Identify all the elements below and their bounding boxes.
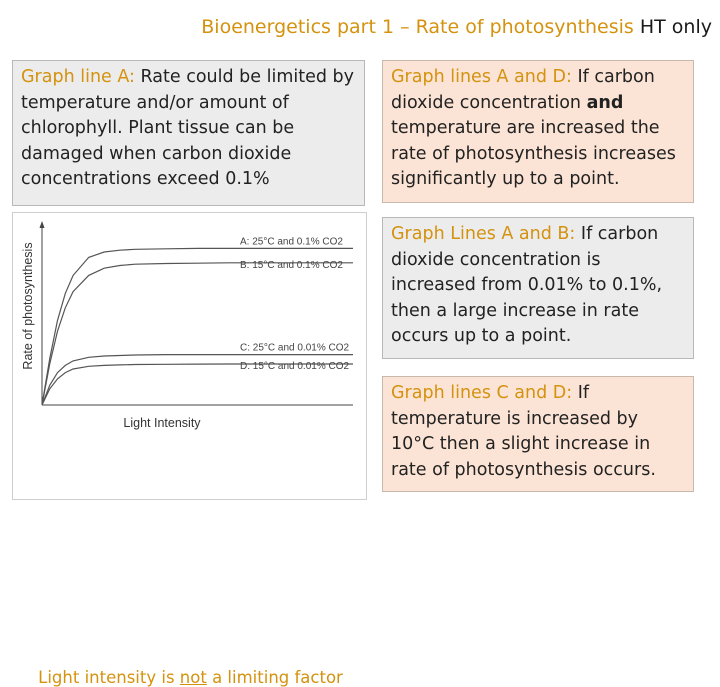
box-cd-label: Graph lines C and D: <box>391 383 573 403</box>
graph-lines-ad-box <box>382 60 694 203</box>
series-label-d: D: 15°C and 0.01% CO2 <box>240 361 350 372</box>
graph-line-a-box <box>12 60 365 206</box>
series-label-c: C: 25°C and 0.01% CO2 <box>240 342 350 354</box>
note-post: a limiting factor <box>212 668 343 687</box>
box-ab-label: Graph Lines A and B: <box>391 224 576 244</box>
y-axis-arrow <box>40 221 45 228</box>
light-intensity-note <box>13 668 368 687</box>
box-ad-and: and <box>586 92 624 113</box>
series-label-a: A: 25°C and 0.1% CO2 <box>240 236 343 248</box>
x-axis-label: Light Intensity <box>123 416 201 430</box>
graph-lines-cd-box <box>382 376 694 492</box>
title-text: Bioenergetics part 1 – Rate of photosynthesis <box>201 16 634 38</box>
series-line-a <box>42 248 353 405</box>
note-not: not <box>179 668 207 687</box>
box-ad-label: Graph lines A and D: <box>391 67 572 87</box>
page-title <box>0 16 712 38</box>
box-a-label: Graph line A: <box>21 67 135 87</box>
box-cd-text: If temperature is increased by 10°C then a slight increase in rate of photosynthesis occurs. <box>391 383 656 480</box>
graph-lines-ab-box <box>382 217 694 359</box>
rate-graph <box>13 213 366 499</box>
series-line-b <box>42 263 353 405</box>
note-pre: Light intensity is <box>38 668 175 687</box>
y-axis-label: Rate of photosynthesis <box>21 242 35 370</box>
series-label-b: B: 15°C and 0.1% CO2 <box>240 259 343 271</box>
box-ad-text-1: If carbon dioxide concentration <box>391 67 655 113</box>
graph-panel <box>12 212 367 687</box>
box-ad-text-2: temperature are increased the rate of photosynthesis increases significantly up to a point. <box>391 118 676 189</box>
ht-only-badge: HT only <box>639 16 712 38</box>
box-a-text: Rate could be limited by temperature and/or amount of chlorophyll. Plant tissue can be damaged when carbon dioxide concentrations exceed 0.1% <box>21 67 355 189</box>
box-ab-text: If carbon dioxide concentration is increased from 0.01% to 0.1%, then a large increase in rate occurs up to a point. <box>391 224 663 346</box>
